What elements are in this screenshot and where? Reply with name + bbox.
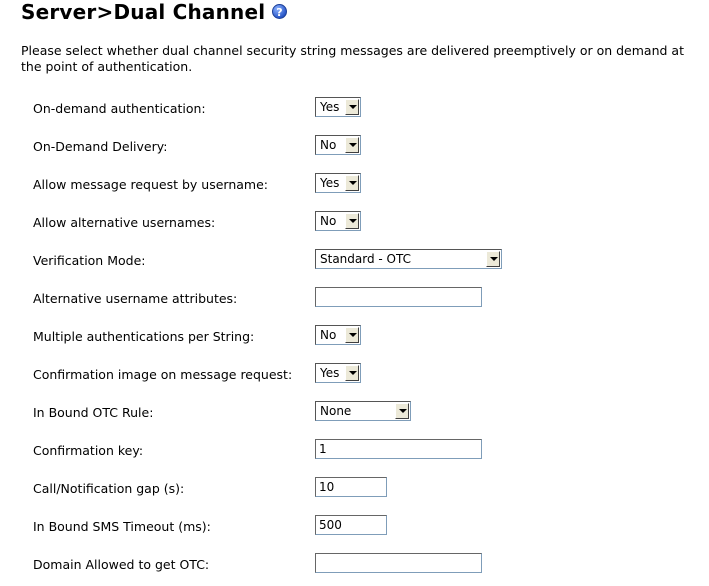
row-confirmation-image bbox=[0, 363, 709, 387]
row-alternative-username-attributes bbox=[0, 287, 709, 311]
selected-value: No bbox=[320, 138, 337, 152]
verification-mode-select[interactable] bbox=[315, 249, 502, 269]
on-demand-delivery-label: On-Demand Delivery: bbox=[33, 139, 168, 154]
domain-allowed-otc-label: Domain Allowed to get OTC: bbox=[33, 557, 210, 572]
chevron-down-icon[interactable] bbox=[345, 99, 359, 115]
selected-value: Standard - OTC bbox=[320, 252, 412, 266]
on-demand-authentication-label: On-demand authentication: bbox=[33, 101, 206, 116]
row-on-demand-delivery bbox=[0, 135, 709, 159]
row-confirmation-key bbox=[0, 439, 709, 463]
allow-message-request-label: Allow message request by username: bbox=[33, 177, 268, 192]
row-inbound-otc-rule bbox=[0, 401, 709, 425]
confirmation-image-select[interactable] bbox=[315, 363, 361, 383]
confirmation-image-label: Confirmation image on message request: bbox=[33, 367, 293, 382]
confirmation-key-input[interactable] bbox=[315, 439, 482, 459]
selected-value: Yes bbox=[320, 366, 340, 380]
row-domain-allowed-otc bbox=[0, 553, 709, 577]
multiple-authentications-select[interactable] bbox=[315, 325, 361, 345]
allow-alternative-usernames-select[interactable] bbox=[315, 211, 361, 231]
alternative-username-attributes-input[interactable] bbox=[315, 287, 482, 307]
inbound-sms-timeout-label: In Bound SMS Timeout (ms): bbox=[33, 519, 211, 534]
call-notification-gap-input[interactable] bbox=[315, 477, 387, 497]
selected-value: No bbox=[320, 214, 337, 228]
verification-mode-label: Verification Mode: bbox=[33, 253, 146, 268]
selected-value: None bbox=[320, 404, 352, 418]
chevron-down-icon[interactable] bbox=[486, 251, 500, 267]
call-notification-gap-label: Call/Notification gap (s): bbox=[33, 481, 185, 496]
domain-allowed-otc-input[interactable] bbox=[315, 553, 482, 573]
page-title: Server>Dual Channel bbox=[21, 0, 266, 24]
chevron-down-icon[interactable] bbox=[345, 175, 359, 191]
on-demand-delivery-select[interactable] bbox=[315, 135, 361, 155]
selected-value: Yes bbox=[320, 176, 340, 190]
inbound-otc-rule-select[interactable] bbox=[315, 401, 411, 421]
row-on-demand-authentication bbox=[0, 97, 709, 121]
confirmation-key-label: Confirmation key: bbox=[33, 443, 144, 458]
row-allow-message-request bbox=[0, 173, 709, 197]
chevron-down-icon[interactable] bbox=[345, 327, 359, 343]
row-multiple-authentications bbox=[0, 325, 709, 349]
chevron-down-icon[interactable] bbox=[395, 403, 409, 419]
selected-value: No bbox=[320, 328, 337, 342]
row-verification-mode bbox=[0, 249, 709, 273]
chevron-down-icon[interactable] bbox=[345, 365, 359, 381]
inbound-otc-rule-label: In Bound OTC Rule: bbox=[33, 405, 154, 420]
row-call-notification-gap bbox=[0, 477, 709, 501]
allow-message-request-select[interactable] bbox=[315, 173, 361, 193]
allow-alternative-usernames-label: Allow alternative usernames: bbox=[33, 215, 216, 230]
on-demand-authentication-select[interactable] bbox=[315, 97, 361, 117]
multiple-authentications-label: Multiple authentications per String: bbox=[33, 329, 255, 344]
chevron-down-icon[interactable] bbox=[345, 137, 359, 153]
chevron-down-icon[interactable] bbox=[345, 213, 359, 229]
row-allow-alternative-usernames bbox=[0, 211, 709, 235]
alternative-username-attributes-label: Alternative username attributes: bbox=[33, 291, 238, 306]
intro-text: Please select whether dual channel security string messages are delivered preemptively or on demand at the point of authentication. bbox=[21, 43, 684, 74]
row-inbound-sms-timeout bbox=[0, 515, 709, 539]
selected-value: Yes bbox=[320, 100, 340, 114]
inbound-sms-timeout-input[interactable] bbox=[315, 515, 387, 535]
help-icon[interactable]: ? bbox=[272, 4, 287, 19]
